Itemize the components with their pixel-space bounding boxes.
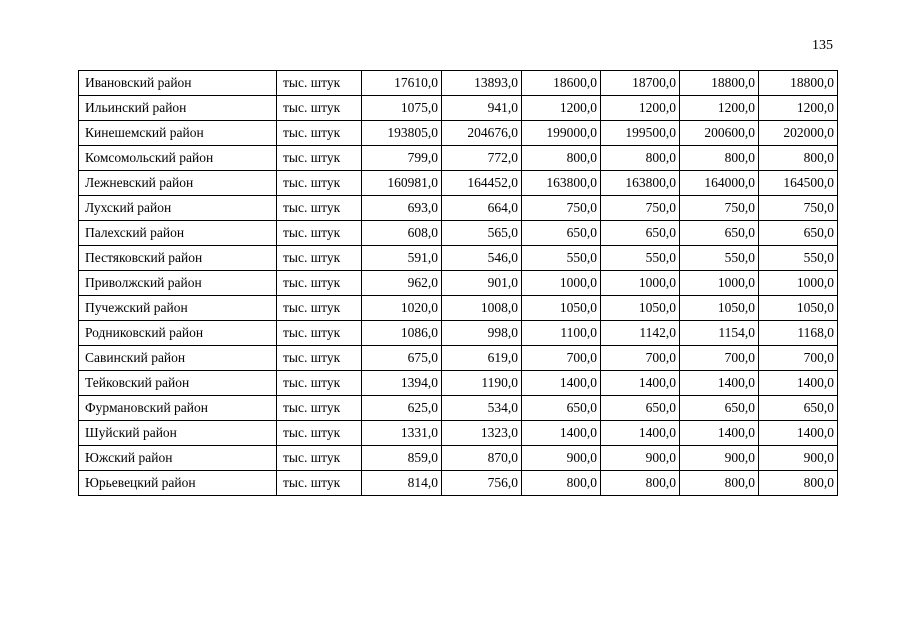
- value-cell: 565,0: [442, 221, 522, 246]
- value-cell: 750,0: [522, 196, 601, 221]
- value-cell: 1400,0: [522, 421, 601, 446]
- value-cell: 550,0: [759, 246, 838, 271]
- value-cell: 619,0: [442, 346, 522, 371]
- unit-cell: тыс. штук: [277, 71, 362, 96]
- value-cell: 1200,0: [601, 96, 680, 121]
- table-row: [79, 246, 838, 271]
- value-cell: 164500,0: [759, 171, 838, 196]
- district-name-cell: Лежневский район: [79, 171, 277, 196]
- value-cell: 164452,0: [442, 171, 522, 196]
- value-cell: 650,0: [601, 221, 680, 246]
- value-cell: 18800,0: [759, 71, 838, 96]
- unit-cell: тыс. штук: [277, 221, 362, 246]
- table-row: [79, 171, 838, 196]
- value-cell: 1008,0: [442, 296, 522, 321]
- table-row: [79, 396, 838, 421]
- value-cell: 550,0: [601, 246, 680, 271]
- table-row: [79, 421, 838, 446]
- value-cell: 202000,0: [759, 121, 838, 146]
- unit-cell: тыс. штук: [277, 471, 362, 496]
- data-table: [78, 70, 838, 496]
- table-row: [79, 471, 838, 496]
- value-cell: 1020,0: [362, 296, 442, 321]
- value-cell: 772,0: [442, 146, 522, 171]
- value-cell: 1168,0: [759, 321, 838, 346]
- unit-cell: тыс. штук: [277, 446, 362, 471]
- value-cell: 17610,0: [362, 71, 442, 96]
- value-cell: 608,0: [362, 221, 442, 246]
- value-cell: 1086,0: [362, 321, 442, 346]
- value-cell: 1331,0: [362, 421, 442, 446]
- value-cell: 693,0: [362, 196, 442, 221]
- value-cell: 800,0: [601, 471, 680, 496]
- value-cell: 800,0: [522, 471, 601, 496]
- value-cell: 700,0: [759, 346, 838, 371]
- table-row: [79, 321, 838, 346]
- unit-cell: тыс. штук: [277, 246, 362, 271]
- value-cell: 1400,0: [680, 421, 759, 446]
- value-cell: 1190,0: [442, 371, 522, 396]
- value-cell: 13893,0: [442, 71, 522, 96]
- value-cell: 1200,0: [680, 96, 759, 121]
- district-name-cell: Родниковский район: [79, 321, 277, 346]
- table-row: [79, 446, 838, 471]
- value-cell: 1400,0: [759, 421, 838, 446]
- unit-cell: тыс. штук: [277, 296, 362, 321]
- value-cell: 799,0: [362, 146, 442, 171]
- value-cell: 941,0: [442, 96, 522, 121]
- value-cell: 534,0: [442, 396, 522, 421]
- value-cell: 1154,0: [680, 321, 759, 346]
- value-cell: 650,0: [759, 396, 838, 421]
- value-cell: 199500,0: [601, 121, 680, 146]
- value-cell: 550,0: [680, 246, 759, 271]
- district-name-cell: Приволжский район: [79, 271, 277, 296]
- value-cell: 664,0: [442, 196, 522, 221]
- table-row: [79, 96, 838, 121]
- value-cell: 1050,0: [601, 296, 680, 321]
- value-cell: 1000,0: [601, 271, 680, 296]
- unit-cell: тыс. штук: [277, 346, 362, 371]
- district-name-cell: Южский район: [79, 446, 277, 471]
- district-name-cell: Фурмановский район: [79, 396, 277, 421]
- value-cell: 700,0: [601, 346, 680, 371]
- value-cell: 18600,0: [522, 71, 601, 96]
- value-cell: 750,0: [601, 196, 680, 221]
- value-cell: 1050,0: [680, 296, 759, 321]
- value-cell: 1000,0: [759, 271, 838, 296]
- value-cell: 650,0: [680, 396, 759, 421]
- value-cell: 1200,0: [522, 96, 601, 121]
- district-name-cell: Савинский район: [79, 346, 277, 371]
- value-cell: 1142,0: [601, 321, 680, 346]
- unit-cell: тыс. штук: [277, 271, 362, 296]
- value-cell: 193805,0: [362, 121, 442, 146]
- value-cell: 1394,0: [362, 371, 442, 396]
- value-cell: 204676,0: [442, 121, 522, 146]
- value-cell: 1050,0: [522, 296, 601, 321]
- value-cell: 800,0: [601, 146, 680, 171]
- value-cell: 962,0: [362, 271, 442, 296]
- district-name-cell: Ильинский район: [79, 96, 277, 121]
- value-cell: 1400,0: [601, 421, 680, 446]
- unit-cell: тыс. штук: [277, 371, 362, 396]
- value-cell: 800,0: [680, 471, 759, 496]
- district-name-cell: Пучежский район: [79, 296, 277, 321]
- unit-cell: тыс. штук: [277, 171, 362, 196]
- value-cell: 800,0: [522, 146, 601, 171]
- value-cell: 1323,0: [442, 421, 522, 446]
- value-cell: 1200,0: [759, 96, 838, 121]
- district-name-cell: Юрьевецкий район: [79, 471, 277, 496]
- value-cell: 750,0: [680, 196, 759, 221]
- value-cell: 625,0: [362, 396, 442, 421]
- value-cell: 1075,0: [362, 96, 442, 121]
- table-body: [79, 71, 838, 496]
- table-row: [79, 271, 838, 296]
- table-row: [79, 71, 838, 96]
- value-cell: 1050,0: [759, 296, 838, 321]
- table-row: [79, 371, 838, 396]
- district-name-cell: Шуйский район: [79, 421, 277, 446]
- value-cell: 1400,0: [601, 371, 680, 396]
- page-number: 135: [812, 38, 833, 53]
- value-cell: 160981,0: [362, 171, 442, 196]
- value-cell: 700,0: [680, 346, 759, 371]
- value-cell: 1000,0: [680, 271, 759, 296]
- value-cell: 900,0: [680, 446, 759, 471]
- value-cell: 164000,0: [680, 171, 759, 196]
- value-cell: 163800,0: [522, 171, 601, 196]
- value-cell: 859,0: [362, 446, 442, 471]
- value-cell: 1100,0: [522, 321, 601, 346]
- value-cell: 1000,0: [522, 271, 601, 296]
- value-cell: 870,0: [442, 446, 522, 471]
- value-cell: 18700,0: [601, 71, 680, 96]
- value-cell: 901,0: [442, 271, 522, 296]
- value-cell: 650,0: [680, 221, 759, 246]
- value-cell: 1400,0: [680, 371, 759, 396]
- value-cell: 199000,0: [522, 121, 601, 146]
- district-name-cell: Тейковский район: [79, 371, 277, 396]
- value-cell: 750,0: [759, 196, 838, 221]
- unit-cell: тыс. штук: [277, 146, 362, 171]
- district-name-cell: Пестяковский район: [79, 246, 277, 271]
- unit-cell: тыс. штук: [277, 421, 362, 446]
- value-cell: 800,0: [759, 471, 838, 496]
- table-row: [79, 346, 838, 371]
- unit-cell: тыс. штук: [277, 396, 362, 421]
- value-cell: 900,0: [522, 446, 601, 471]
- value-cell: 650,0: [601, 396, 680, 421]
- unit-cell: тыс. штук: [277, 196, 362, 221]
- table-row: [79, 146, 838, 171]
- value-cell: 756,0: [442, 471, 522, 496]
- value-cell: 1400,0: [759, 371, 838, 396]
- value-cell: 546,0: [442, 246, 522, 271]
- table-row: [79, 196, 838, 221]
- value-cell: 998,0: [442, 321, 522, 346]
- value-cell: 675,0: [362, 346, 442, 371]
- table-row: [79, 221, 838, 246]
- value-cell: 650,0: [522, 221, 601, 246]
- district-name-cell: Ивановский район: [79, 71, 277, 96]
- value-cell: 591,0: [362, 246, 442, 271]
- value-cell: 800,0: [680, 146, 759, 171]
- value-cell: 900,0: [759, 446, 838, 471]
- value-cell: 700,0: [522, 346, 601, 371]
- district-name-cell: Комсомольский район: [79, 146, 277, 171]
- value-cell: 163800,0: [601, 171, 680, 196]
- unit-cell: тыс. штук: [277, 96, 362, 121]
- value-cell: 800,0: [759, 146, 838, 171]
- value-cell: 650,0: [759, 221, 838, 246]
- district-name-cell: Кинешемский район: [79, 121, 277, 146]
- table-row: [79, 296, 838, 321]
- unit-cell: тыс. штук: [277, 321, 362, 346]
- value-cell: 1400,0: [522, 371, 601, 396]
- value-cell: 18800,0: [680, 71, 759, 96]
- district-name-cell: Палехский район: [79, 221, 277, 246]
- value-cell: 550,0: [522, 246, 601, 271]
- value-cell: 900,0: [601, 446, 680, 471]
- value-cell: 200600,0: [680, 121, 759, 146]
- value-cell: 814,0: [362, 471, 442, 496]
- unit-cell: тыс. штук: [277, 121, 362, 146]
- district-name-cell: Лухский район: [79, 196, 277, 221]
- value-cell: 650,0: [522, 396, 601, 421]
- table-row: [79, 121, 838, 146]
